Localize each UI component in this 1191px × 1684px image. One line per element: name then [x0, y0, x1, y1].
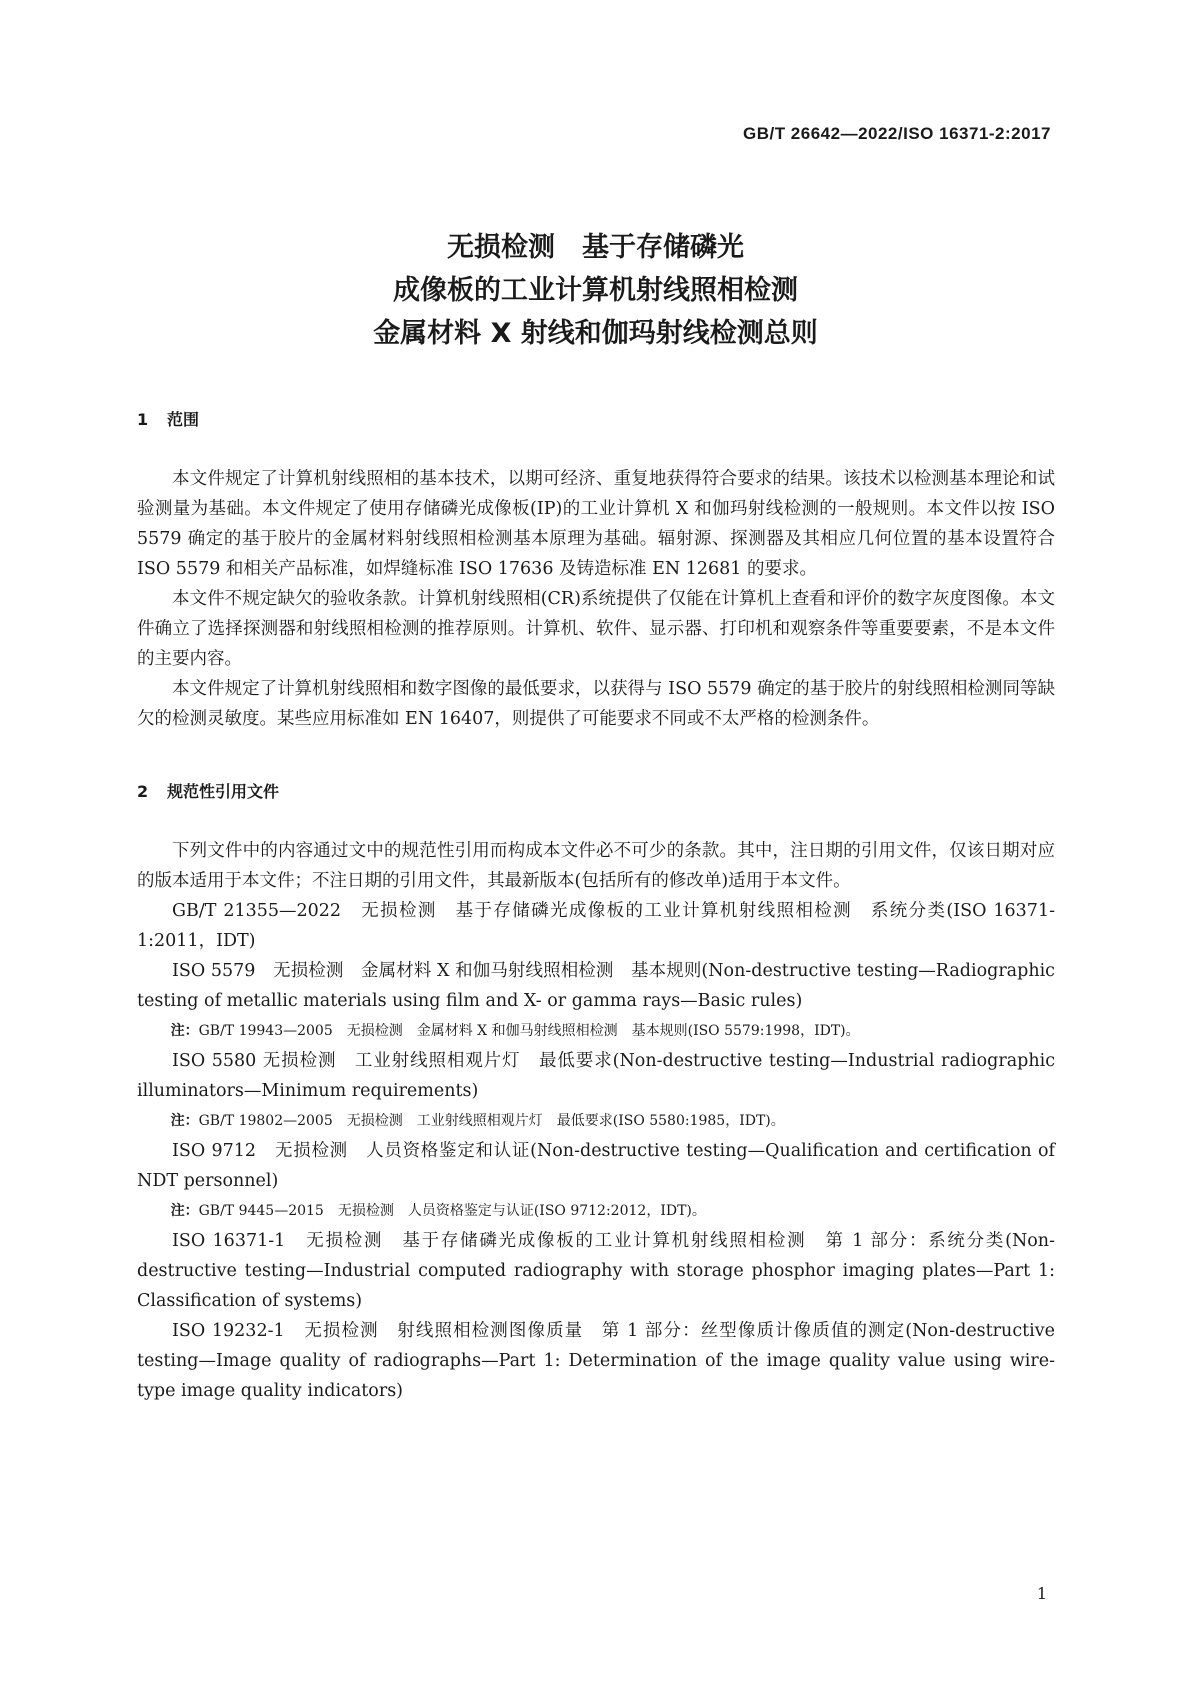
title-line-3: 金属材料 X 射线和伽玛射线检测总则 [373, 318, 818, 349]
note-label: 注： [170, 1113, 199, 1129]
section-heading-scope [137, 408, 1055, 432]
note-text: GB/T 19943—2005 无损检测 金属材料 X 和伽马射线照相检测 基本规则(ISO 5579:1998，IDT)。 [198, 1023, 860, 1039]
document-body [137, 408, 1055, 1406]
reference-iso-5579: ISO 5579 无损检测 金属材料 X 和伽马射线照相检测 基本规则(Non-destructive testing—Radiographic testing of metallic materials using film and X- or gamma rays—Basic rules) [137, 961, 1055, 1011]
scope-paragraph-2: 本文件不规定缺欠的验收条款。计算机射线照相(CR)系统提供了仅能在计算机上查看和评价的数字灰度图像。本文件确立了选择探测器和射线照相检测的推荐原则。计算机、软件、显示器、打印机和观察条件等重要要素，不是本文件的主要内容。 [137, 589, 1055, 669]
note-iso-5579 [137, 1016, 1055, 1046]
reference-iso-5580: ISO 5580 无损检测 工业射线照相观片灯 最低要求(Non-destructive testing—Industrial radiographic illuminators—Minimum requirements) [137, 1051, 1055, 1101]
section-normative-references [137, 780, 1055, 1406]
document-title [0, 226, 1191, 355]
note-iso-9712 [137, 1196, 1055, 1226]
reference-iso-19232-1: ISO 19232-1 无损检测 射线照相检测图像质量 第 1 部分：丝型像质计像质值的测定(Non-destructive testing—Image quality of radiographs—Part 1: Determination of the image quality value using wire-type image quality indicators) [137, 1321, 1055, 1401]
scope-paragraph-3: 本文件规定了计算机射线照相和数字图像的最低要求，以获得与 ISO 5579 确定的基于胶片的射线照相检测同等缺欠的检测灵敏度。某些应用标准如 EN 16407，则提供了可能要求不同或不太严格的检测条件。 [137, 679, 1055, 729]
section-scope [137, 408, 1055, 734]
references-intro: 下列文件中的内容通过文中的规范性引用而构成本文件必不可少的条款。其中，注日期的引用文件，仅该日期对应的版本适用于本文件；不注日期的引用文件，其最新版本(包括所有的修改单)适用于本文件。 [137, 841, 1055, 891]
reference-iso-16371-1: ISO 16371-1 无损检测 基于存储磷光成像板的工业计算机射线照相检测 第 1 部分：系统分类(Non-destructive testing—Industrial computed radiography with storage phosphor imaging plates—Part 1: Classification of systems) [137, 1231, 1055, 1311]
scope-paragraph-1: 本文件规定了计算机射线照相的基本技术，以期可经济、重复地获得符合要求的结果。该技术以检测基本理论和试验测量为基础。本文件规定了使用存储磷光成像板(IP)的工业计算机 X 和伽玛射线检测的一般规则。本文件以按 ISO 5579 确定的基于胶片的金属材料射线照相检测基本原理为基础。辐射源、探测器及其相应几何位置的基本设置符合 ISO 5579 和相关产品标准，如焊缝标准 ISO 17636 及铸造标准 EN 12681 的要求。 [137, 469, 1055, 579]
standard-number: GB/T 26642—2022/ISO 16371-2:2017 [742, 124, 1051, 143]
page-number: 1 [1036, 1584, 1047, 1603]
title-line-1: 无损检测 基于存储磷光 [447, 232, 744, 263]
section-title: 范围 [167, 410, 200, 429]
note-label: 注： [170, 1023, 199, 1039]
reference-gbt-21355: GB/T 21355—2022 无损检测 基于存储磷光成像板的工业计算机射线照相检测 系统分类(ISO 16371-1:2011，IDT) [137, 901, 1055, 951]
section-number: 2 [137, 782, 149, 801]
note-iso-5580 [137, 1106, 1055, 1136]
note-label: 注： [170, 1203, 199, 1219]
section-number: 1 [137, 410, 149, 429]
note-text: GB/T 9445—2015 无损检测 人员资格鉴定与认证(ISO 9712:2012，IDT)。 [198, 1203, 706, 1219]
note-text: GB/T 19802—2005 无损检测 工业射线照相观片灯 最低要求(ISO 5580:1985，IDT)。 [198, 1113, 785, 1129]
title-line-2: 成像板的工业计算机射线照相检测 [393, 275, 798, 306]
section-title: 规范性引用文件 [167, 782, 280, 801]
reference-iso-9712: ISO 9712 无损检测 人员资格鉴定和认证(Non-destructive testing—Qualification and certification of NDT personnel) [137, 1141, 1055, 1191]
section-heading-references [137, 780, 1055, 804]
